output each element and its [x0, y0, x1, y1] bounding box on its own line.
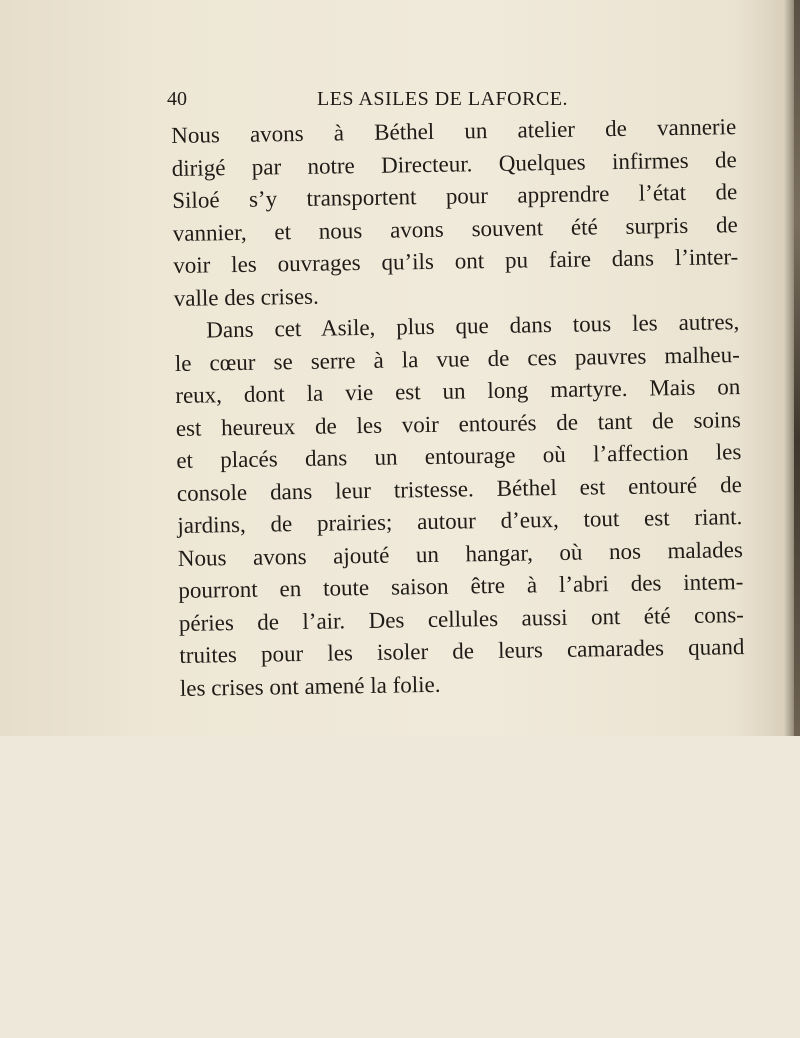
text-line: valle des crises. — [173, 283, 319, 311]
text-line: péries de l’air. Des cellules aussi ont été cons- — [178, 601, 745, 636]
text-line: les crises ont amené la folie. — [179, 671, 441, 701]
text-line: pourront en toute saison être à l’abri des intem- — [178, 569, 744, 603]
text-line: et placés dans un entourage où l’affection les — [176, 439, 742, 473]
page-number: 40 — [167, 88, 187, 110]
text-line: le cœur se serre à la vue de ces pauvres malheu- — [174, 341, 740, 376]
text-line: console dans leur tristesse. Béthel est entouré de — [176, 471, 742, 506]
text-line: Dans cet Asile, plus que dans tous les autres, — [206, 309, 740, 343]
text-line: Nous avons à Béthel un atelier de vannerie — [171, 114, 737, 148]
text-line: dirigé par notre Directeur. Quelques infirmes de — [171, 146, 737, 181]
text-line: voir les ouvrages qu’ils ont pu faire dans l’inter- — [173, 244, 739, 278]
text-line: truites pour les isoler de leurs camarades quand — [179, 634, 745, 668]
body-text — [171, 111, 745, 705]
text-line: est heureux de les voir entourés de tant de soins — [175, 406, 741, 441]
text-line: reux, dont la vie est un long martyre. Mais on — [175, 374, 741, 408]
text-line: Nous avons ajouté un hangar, où nos malades — [177, 536, 744, 571]
text-line: vannier, et nous avons souvent été surpris de — [172, 211, 738, 246]
blank-area — [0, 736, 800, 1038]
running-title: LES ASILES DE LAFORCE. — [317, 88, 569, 110]
text-line: Siloé s’y transportent pour apprendre l’état de — [172, 179, 738, 213]
text-line: jardins, de prairies; autour d’eux, tout est riant. — [177, 504, 743, 538]
